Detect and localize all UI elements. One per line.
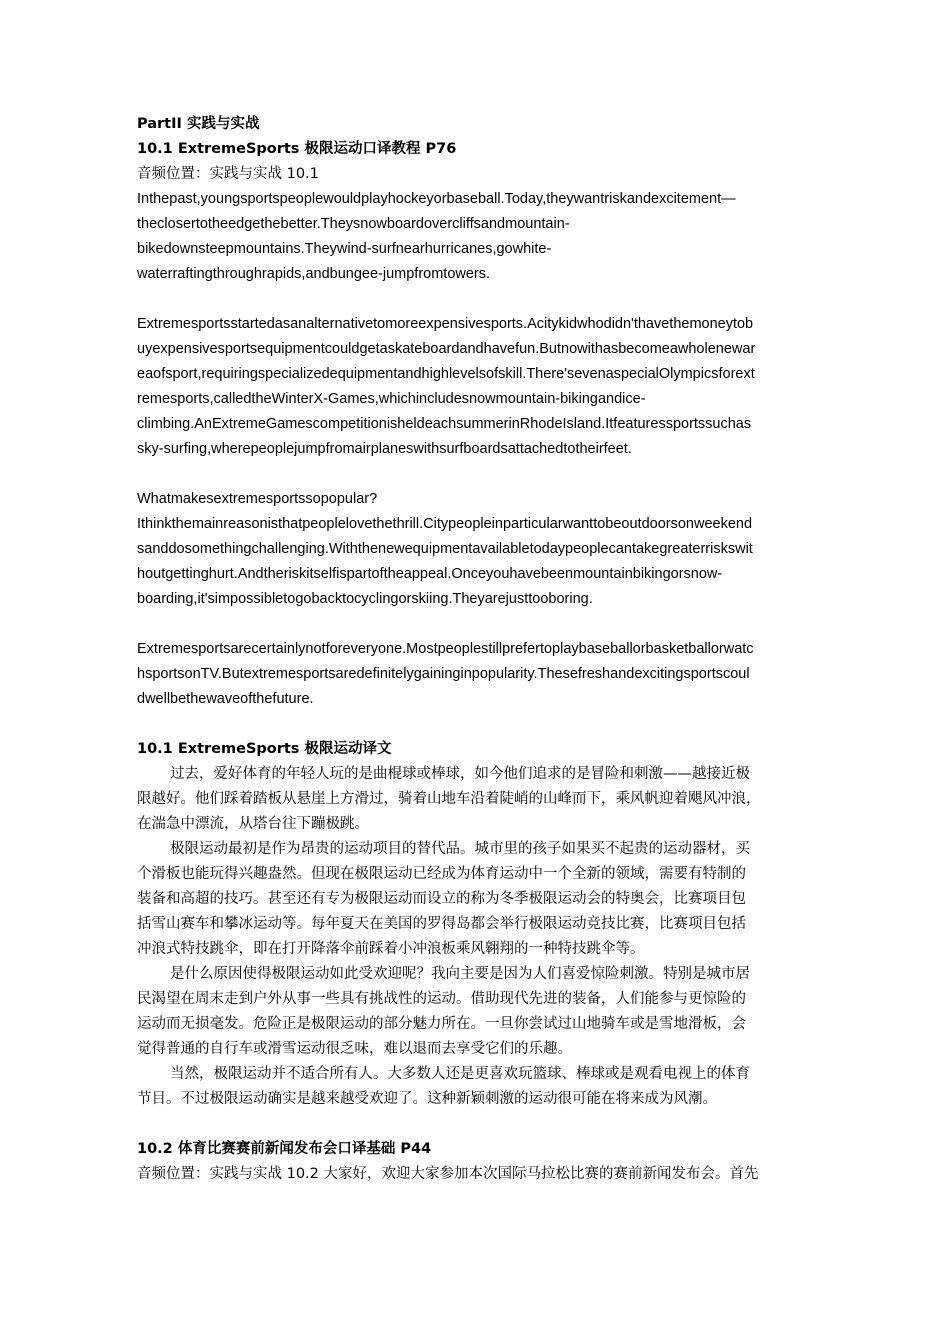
text-line: sanddosomethingchallenging.Withthenewequipmentavailabletodaypeoplecantakegreaterriskswit [137, 541, 753, 557]
translation-paragraph-4 [137, 1062, 827, 1112]
text-line: Inthepast,youngsportspeoplewouldplayhockeyorbaseball.Today,theywantriskandexcitement— [137, 191, 736, 207]
text-line: 限越好。他们踩着踏板从悬崖上方滑过，骑着山地车沿着陡峭的山峰而下，乘风帆迎着飓风冲浪， [137, 791, 761, 807]
text-line: remesports,calledtheWinterX-Games,whichincludesnowmountain-bikingandice- [137, 391, 646, 407]
text-line: uyexpensivesportsequipmentcouldgetaskateboardandhavefun.Butnowithasbecomeawholenewar [137, 341, 756, 357]
paragraph-gap [137, 287, 827, 312]
text-line: 冲浪式特技跳伞，即在打开降落伞前踩着小冲浪板乘风翱翔的一种特技跳伞等。 [137, 941, 645, 957]
translation-paragraph-2 [137, 837, 827, 962]
document-page [137, 112, 827, 1187]
text-line: Whatmakesextremesportssopopular? [137, 491, 378, 507]
text-line: bikedownsteepmountains.Theywind-surfnearhurricanes,gowhite- [137, 241, 552, 257]
part-title: PartII 实践与实战 [137, 116, 260, 132]
text-line: 觉得普通的自行车或滑雪运动很乏味，难以退而去享受它们的乐趣。 [137, 1041, 572, 1057]
paragraph-gap [137, 712, 827, 737]
text-line: houtgettinghurt.Andtheriskitselfispartoftheappeal.Onceyouhavebeenmountainbikingorsnow- [137, 566, 723, 582]
text-line: 民渴望在周末走到户外从事一些具有挑战性的运动。借助现代先进的装备，人们能参与更惊险的 [137, 991, 746, 1007]
text-line: Ithinkthemainreasonisthatpeoplelovethethrill.Citypeopleinparticularwanttobeoutdoorsonweekend [137, 516, 753, 532]
english-paragraph-2 [137, 312, 827, 462]
text-line: 运动而无损毫发。危险正是极限运动的部分魅力所在。一旦你尝试过山地骑车或是雪地滑板，会 [137, 1016, 746, 1032]
text-line: 极限运动最初是作为昂贵的运动项目的替代品。城市里的孩子如果买不起贵的运动器材，买 [170, 841, 750, 857]
translation-paragraph-1 [137, 762, 827, 837]
paragraph-gap [137, 612, 827, 637]
text-line: boarding,it'simpossibletogobacktocyclingorskiing.Theyarejusttooboring. [137, 591, 593, 607]
text-line: eaofsport,requiringspecializedequipmentandhighlevelsofskill.There'sevenaspecialOlympicsforext [137, 366, 755, 382]
text-line: 过去，爱好体育的年轻人玩的是曲棍球或棒球，如今他们追求的是冒险和刺激——越接近极 [170, 766, 750, 782]
text-line: 在湍急中漂流，从塔台往下蹦极跳。 [137, 816, 369, 832]
text-line: dwellbethewaveofthefuture. [137, 691, 314, 707]
text-line: waterraftingthroughrapids,andbungee-jumpfromtowers. [137, 266, 491, 282]
paragraph-gap [137, 462, 827, 487]
text-line: 当然，极限运动并不适合所有人。大多数人还是更喜欢玩篮球、棒球或是观看电视上的体育 [170, 1066, 750, 1082]
text-line: 括雪山赛车和攀冰运动等。每年夏天在美国的罗得岛都会举行极限运动竞技比赛，比赛项目包括 [137, 916, 746, 932]
text-line: hsportsonTV.Butextremesportsaredefinitelygaininginpopularity.Thesefreshandexcitingsportscoul [137, 666, 750, 682]
english-paragraph-1 [137, 187, 827, 287]
text-line: sky-surfing,wherepeoplejumpfromairplaneswithsurfboardsattachedtotheirfeet. [137, 441, 632, 457]
text-line: 装备和高超的技巧。甚至还有专为极限运动而设立的称为冬季极限运动会的特奥会，比赛项目包 [137, 891, 746, 907]
text-line: theclosertotheedgethebetter.Theysnowboardovercliffsandmountain- [137, 216, 570, 232]
text-line: climbing.AnExtremeGamescompetitionisheldeachsummerinRhodeIsland.Itfeaturessportssuchas [137, 416, 752, 432]
paragraph-gap [137, 1112, 827, 1137]
section-heading-10-1-translation: 10.1 ExtremeSports 极限运动译文 [137, 741, 392, 757]
translation-paragraph-3 [137, 962, 827, 1062]
text-line: Extremesportsstartedasanalternativetomoreexpensivesports.Acitykidwhodidn'thavethemoneytob [137, 316, 754, 332]
english-paragraph-4 [137, 637, 827, 712]
section-heading-10-2: 10.2 体育比赛赛前新闻发布会口译基础 P44 [137, 1141, 432, 1157]
audio-location-10-1: 音频位置：实践与实战 10.1 [137, 166, 319, 182]
english-paragraph-3 [137, 487, 827, 612]
text-line: Extremesportsarecertainlynotforeveryone.Mostpeoplestillprefertoplaybaseballorbasketballorwatc [137, 641, 754, 657]
section-heading-10-1: 10.1 ExtremeSports 极限运动口译教程 P76 [137, 141, 457, 157]
text-line: 个滑板也能玩得兴趣盎然。但现在极限运动已经成为体育运动中一个全新的领域，需要有特制的 [137, 866, 746, 882]
audio-location-10-2: 音频位置：实践与实战 10.2 大家好，欢迎大家参加本次国际马拉松比赛的赛前新闻发布会。首先 [137, 1166, 759, 1182]
text-line: 是什么原因使得极限运动如此受欢迎呢？我向主要是因为人们喜爱惊险刺激。特别是城市居 [170, 966, 750, 982]
text-line: 节目。不过极限运动确实是越来越受欢迎了。这种新颖刺激的运动很可能在将来成为风潮。 [137, 1091, 717, 1107]
